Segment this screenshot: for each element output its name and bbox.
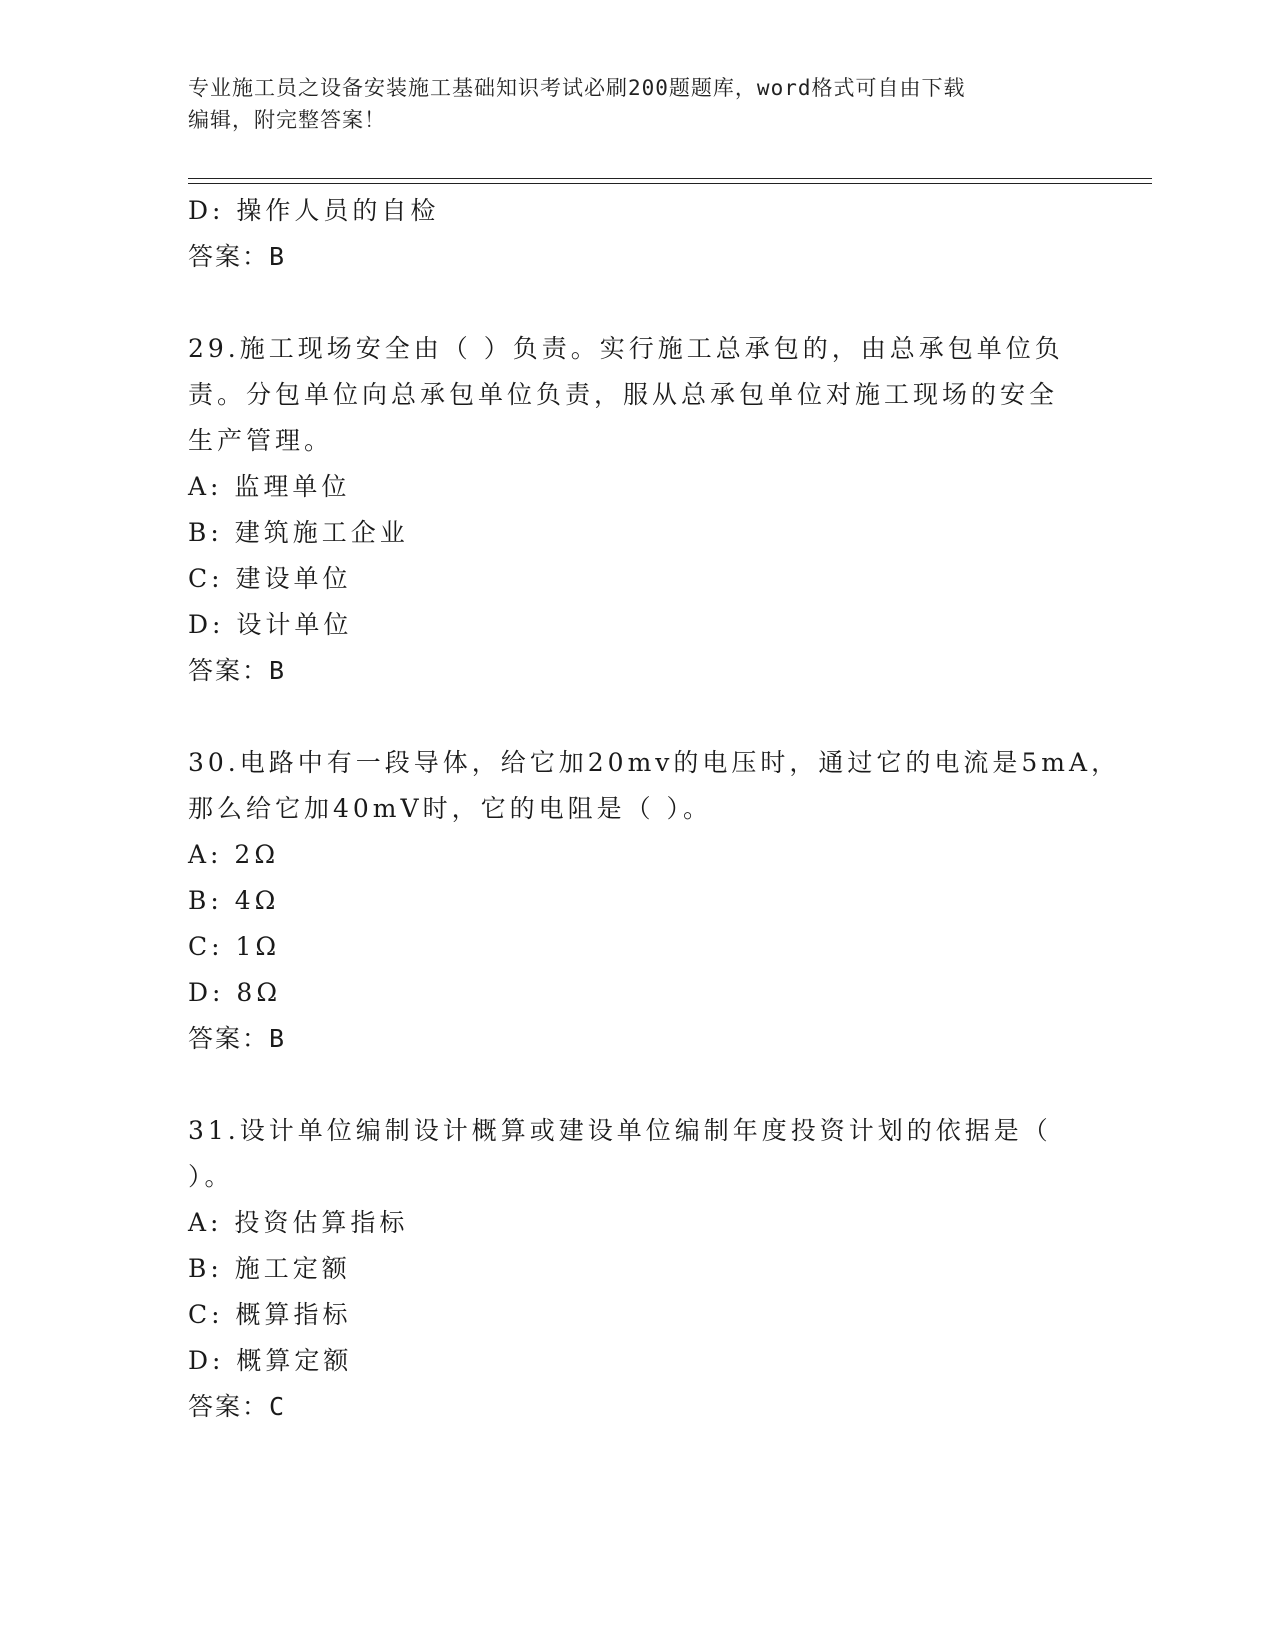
question-stem-line: 生产管理。 <box>188 426 334 455</box>
question-stem-line: 29.施工现场安全由（ ）负责。实行施工总承包的，由总承包单位负 <box>188 334 1064 363</box>
question-29 <box>188 326 1088 694</box>
previous-option-d: D: 操作人员的自检 <box>188 196 440 225</box>
spacer <box>188 280 1088 326</box>
option-a: A: 监理单位 <box>188 472 351 501</box>
spacer <box>188 694 1088 740</box>
option-b: B: 4Ω <box>188 886 280 915</box>
question-content <box>188 188 1121 1430</box>
option-c: C: 概算指标 <box>188 1300 352 1329</box>
header-divider-bottom <box>188 183 1152 184</box>
question-stem-line: ）。 <box>188 1162 234 1191</box>
answer: 答案：B <box>188 1024 287 1053</box>
answer: 答案：C <box>188 1392 287 1421</box>
question-stem-line: 那么给它加40mV时，它的电阻是（ ）。 <box>188 794 713 823</box>
option-d: D: 8Ω <box>188 978 282 1007</box>
document-header <box>188 72 1088 136</box>
option-c: C: 1Ω <box>188 932 281 961</box>
option-d: D: 设计单位 <box>188 610 353 639</box>
answer: 答案：B <box>188 656 287 685</box>
option-a: A: 2Ω <box>188 840 280 869</box>
header-title-line-2: 编辑，附完整答案！ <box>188 108 386 132</box>
option-b: B: 施工定额 <box>188 1254 351 1283</box>
question-31 <box>188 1108 1088 1430</box>
question-30 <box>188 740 1121 1062</box>
question-stem-line: 30.电路中有一段导体，给它加20mv的电压时，通过它的电流是5mA， <box>188 748 1121 777</box>
header-title-line-1: 专业施工员之设备安装施工基础知识考试必刷200题题库，word格式可自由下载 <box>188 76 966 100</box>
question-stem-line: 31.设计单位编制设计概算或建设单位编制年度投资计划的依据是（ <box>188 1116 1052 1145</box>
option-a: A: 投资估算指标 <box>188 1208 409 1237</box>
option-b: B: 建筑施工企业 <box>188 518 409 547</box>
question-stem-line: 责。分包单位向总承包单位负责，服从总承包单位对施工现场的安全 <box>188 380 1059 409</box>
header-divider-top <box>188 178 1152 179</box>
previous-answer: 答案：B <box>188 242 287 271</box>
spacer <box>188 1062 1088 1108</box>
option-d: D: 概算定额 <box>188 1346 353 1375</box>
option-c: C: 建设单位 <box>188 564 352 593</box>
